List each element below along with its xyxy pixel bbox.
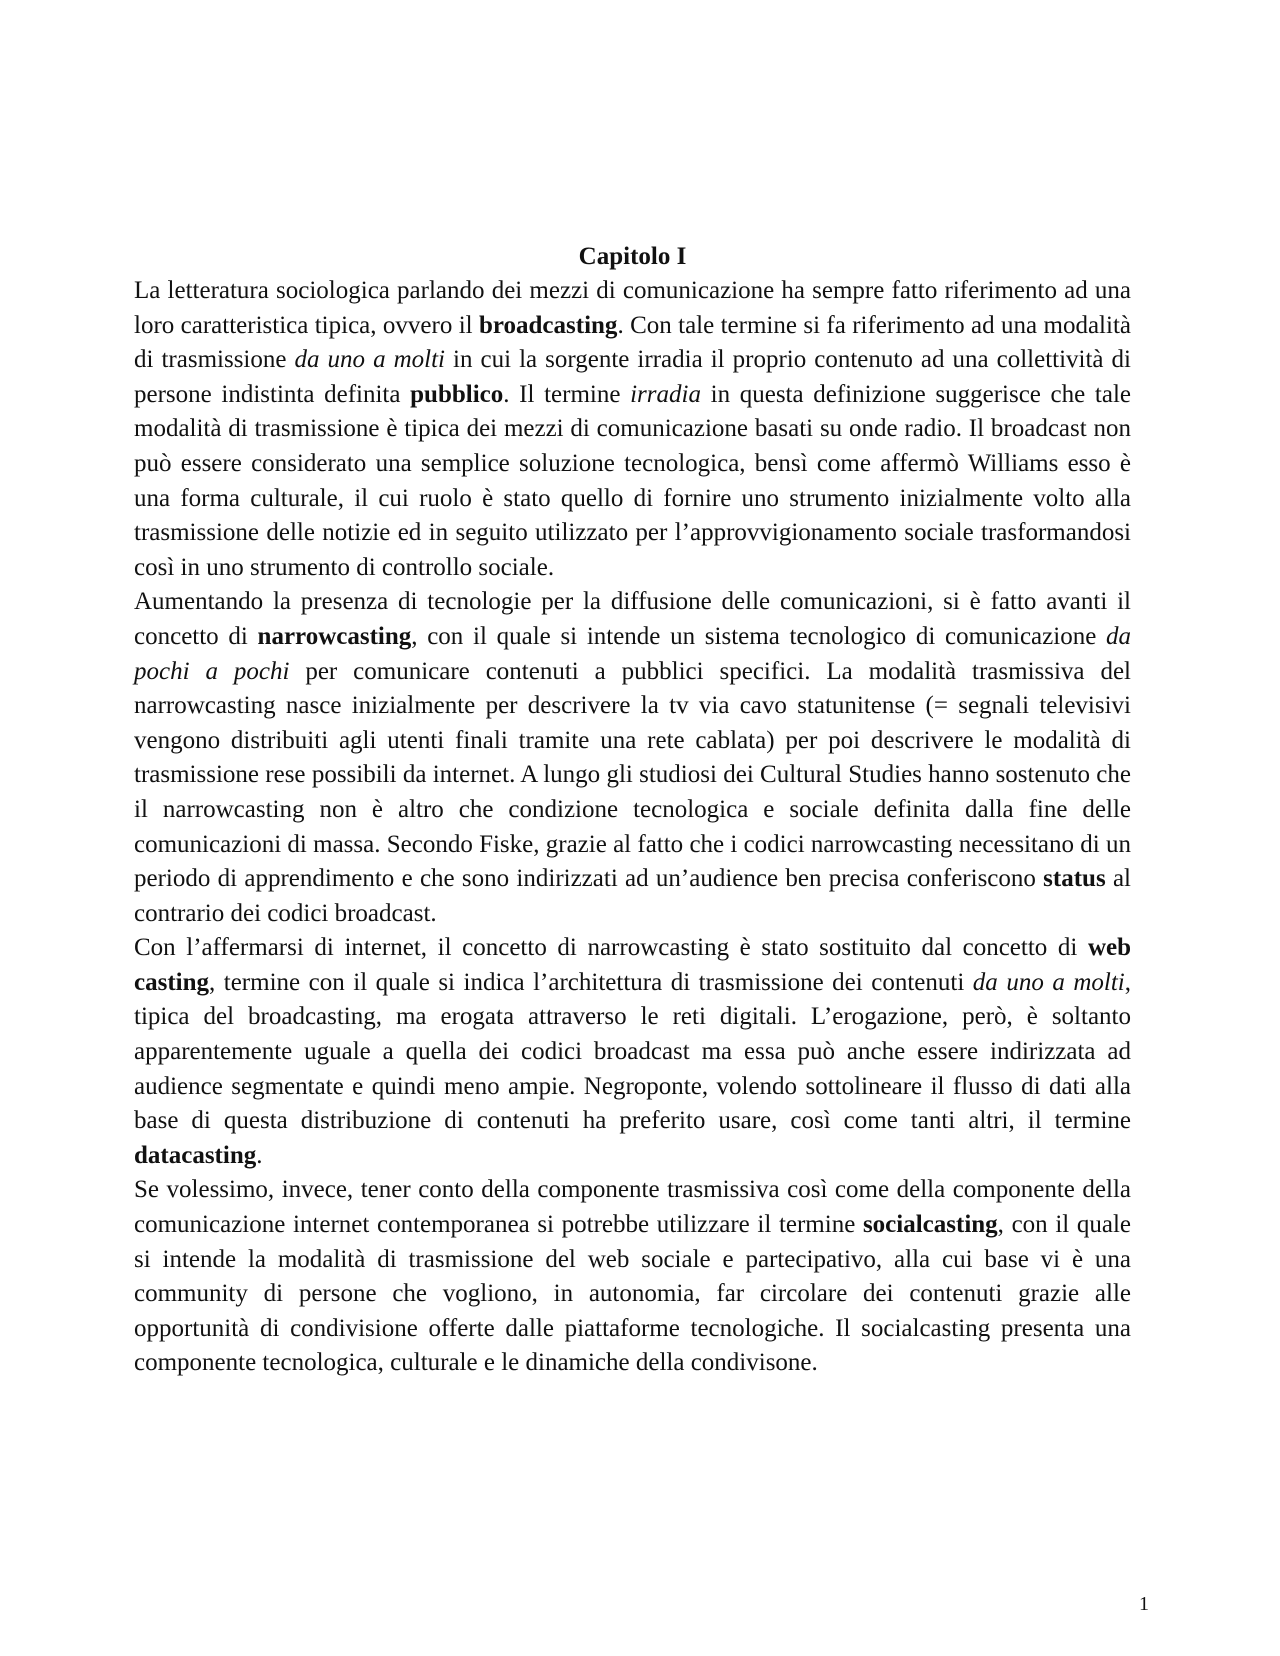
paragraph-socialcasting xyxy=(134,1173,1131,1381)
text-segment: , con il quale si intende la modalità di trasmissione del web sociale e partecipativo, alla cui base vi è una community di persone che vogliono, in autonomia, far circolare dei contenuti grazie alle opportunità di condivisione offerte dalle piattaforme tecnologiche. Il socialcasting presenta una componente tecnologica, culturale e le dinamiche della condivisone. xyxy=(134,1211,1131,1377)
term-pubblico: pubblico xyxy=(410,380,504,408)
document-body xyxy=(134,240,1131,1381)
paragraph-webcasting xyxy=(134,931,1131,1173)
text-segment: , con il quale si intende un sistema tecnologico di comunicazione xyxy=(411,622,1106,650)
term-datacasting: datacasting xyxy=(134,1141,257,1169)
text-segment: . xyxy=(256,1141,263,1169)
emphasis-da-uno-a-molti: da uno a molti xyxy=(294,346,445,374)
emphasis-da-uno-a-molti: da uno a molti xyxy=(972,968,1125,996)
text-segment: , tipica del broadcasting, ma erogata attraverso le reti digitali. L’erogazione, però, è soltanto apparentemente uguale a quella dei codici broadcast ma essa può anche essere indirizzata ad audience segmentate e quindi meno ampie. Negroponte, volendo sottolineare il flusso di dati alla base di questa distribuzione di contenuti ha preferito usare, così come tanti altri, il termine xyxy=(134,968,1131,1135)
chapter-title: Capitolo I xyxy=(578,243,687,270)
emphasis-da-pochi-a-pochi: da pochi a pochi xyxy=(134,622,1131,685)
text-segment: Con l’affermarsi di internet, il concetto di narrowcasting è stato sostituito dal concetto di xyxy=(134,934,1088,962)
text-segment: Se volessimo, invece, tener conto della componente trasmissiva così come della componente della comunicazione internet contemporanea si potrebbe utilizzare il termine xyxy=(134,1176,1131,1239)
term-broadcasting: broadcasting xyxy=(478,311,618,339)
term-socialcasting: socialcasting xyxy=(862,1211,998,1239)
page-number: 1 xyxy=(1139,1593,1149,1615)
paragraph-narrowcasting xyxy=(134,585,1131,931)
emphasis-irradia: irradia xyxy=(630,380,701,408)
text-segment: in questa definizione suggerisce che tale modalità di trasmissione è tipica dei mezzi di comunicazione basati su onde radio. Il broadcast non può essere considerato una semplice soluzione tecnologica, bensì come affermò Williams esso è una forma culturale, il cui ruolo è stato quello di fornire uno strumento inizialmente volto alla trasmissione delle notizie ed in seguito utilizzato per l’approvvigionamento sociale trasformandosi così in uno strumento di controllo sociale. xyxy=(134,380,1131,581)
term-status: status xyxy=(1043,865,1106,893)
text-segment: per comunicare contenuti a pubblici specifici. La modalità trasmissiva del narrowcasting nasce inizialmente per descrivere la tv via cavo statunitense (= segnali televisivi vengono distribuiti agli utenti finali tramite una rete cablata) per poi descrivere le modalità di trasmissione rese possibili da internet. A lungo gli studiosi dei Cultural Studies hanno sostenuto che il narrowcasting non è altro che condizione tecnologica e sociale definita dalla fine delle comunicazioni di massa. Secondo Fiske, grazie al fatto che i codici narrowcasting necessitano di un periodo di apprendimento e che sono indirizzati ad un’audience ben precisa conferiscono xyxy=(134,657,1131,893)
text-segment: in cui la sorgente irradia il proprio contenuto ad una collettività di persone indistinta definita xyxy=(134,346,1131,408)
paragraph-broadcasting xyxy=(134,274,1131,585)
term-narrowcasting: narrowcasting xyxy=(257,622,412,650)
text-segment: al contrario dei codici broadcast. xyxy=(134,865,1132,927)
text-segment: . Il termine xyxy=(503,380,631,408)
text-segment: La letteratura sociologica parlando dei mezzi di comunicazione ha sempre fatto riferimento ad una loro caratteristica tipica, ovvero il xyxy=(134,277,1131,339)
text-segment: . Con tale termine si fa riferimento ad una modalità di trasmissione xyxy=(134,311,1131,374)
text-segment: Aumentando la presenza di tecnologie per la diffusione delle comunicazioni, si è fatto avanti il concetto di xyxy=(134,588,1131,650)
term-web-casting: web casting xyxy=(134,934,1131,996)
text-segment: , termine con il quale si indica l’architettura di trasmissione dei contenuti xyxy=(209,968,973,996)
